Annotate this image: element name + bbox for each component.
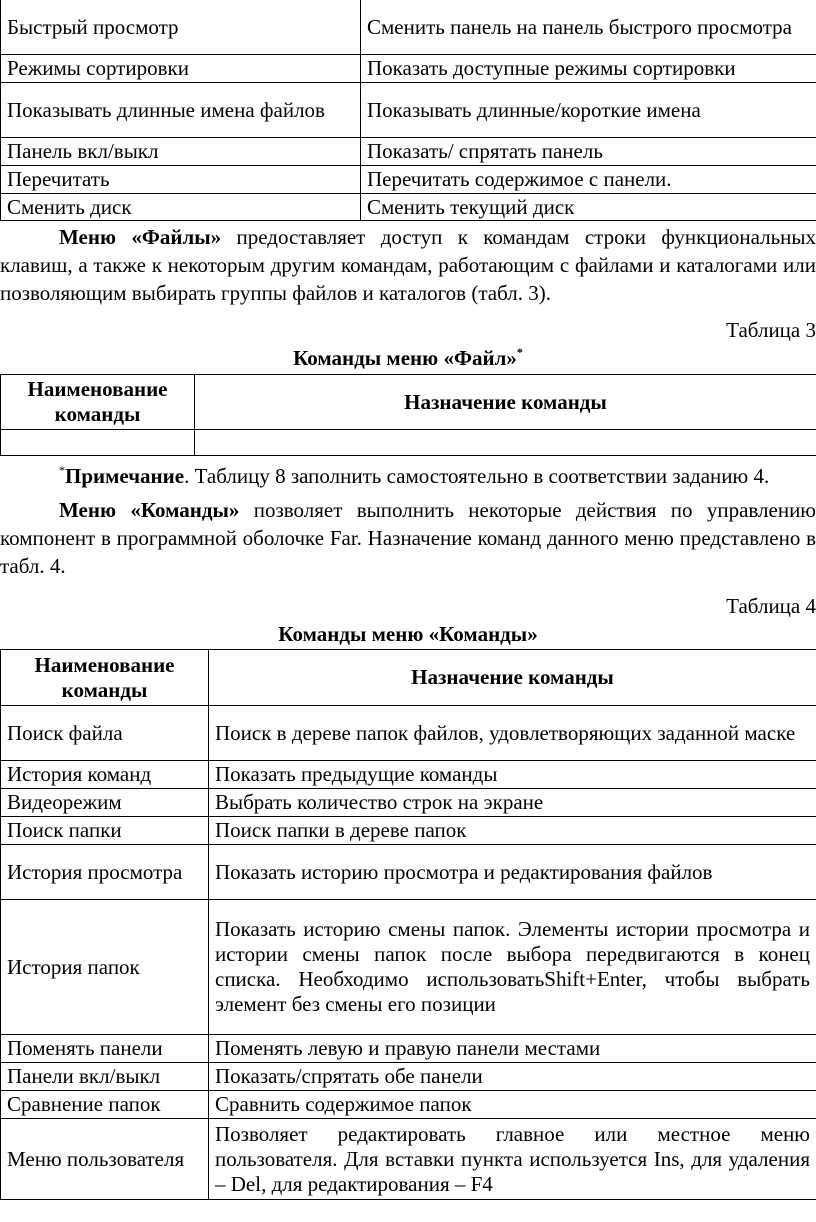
menu-commands-bold: Меню «Команды»: [59, 498, 240, 522]
table-row: [1, 706, 816, 761]
paragraph-files-menu: [0, 223, 816, 307]
footnote-mark: *: [516, 345, 523, 359]
command-name: Поменять панели: [1, 1035, 209, 1063]
command-name: Показывать длинные имена файлов: [1, 83, 361, 138]
command-name: Режимы сортировки: [1, 55, 361, 83]
table-row: [1, 83, 816, 138]
command-desc: Поиск папки в дереве папок: [209, 817, 816, 845]
paragraph-text: позволяет выполнить некоторые действия по управлению компонент в программной оболочке Far. Назначение команд данного меню представлено в табл. 4.: [0, 498, 816, 578]
command-name: История папок: [1, 900, 209, 1035]
table-row: [1, 1035, 816, 1063]
command-desc: Поменять левую и правую панели местами: [209, 1035, 816, 1063]
table-row: [1, 789, 816, 817]
command-desc: Позволяет редактировать главное или местное меню пользователя. Для вставки пункта используется Ins, для удаления – Del, для редактирования – F4: [209, 1119, 816, 1200]
command-name: История команд: [1, 761, 209, 789]
table-3: [0, 374, 816, 456]
command-desc: Показать/ спрятать панель: [361, 138, 816, 166]
note-mark: *: [59, 463, 65, 477]
paragraph-text: предоставляет доступ к командам строки функциональных клавиш, а также к некоторым другим командам, работающим с файлами и каталогами или позволяющим выбирать группы файлов и каталогов (табл. 3).: [0, 225, 816, 305]
command-desc: Сменить панель на панель быстрого просмотра: [361, 0, 816, 55]
command-name: Сравнение папок: [1, 1091, 209, 1119]
command-name: Меню пользователя: [1, 1119, 209, 1200]
table-row: [1, 1091, 816, 1119]
header-command-desc: Назначение команды: [209, 650, 816, 706]
table-header-row: [1, 650, 816, 706]
table-row: [1, 900, 816, 1035]
table-row: [1, 138, 816, 166]
table-row: [1, 1063, 816, 1091]
table-4-label: Таблица 4: [726, 594, 816, 618]
command-name: История просмотра: [1, 845, 209, 900]
command-desc: Сменить текущий диск: [361, 194, 816, 221]
table-header-row: [1, 375, 816, 430]
command-name: Панель вкл/выкл: [1, 138, 361, 166]
table-row: [1, 761, 816, 789]
command-name: Поиск файла: [1, 706, 209, 761]
table-row: [1, 845, 816, 900]
command-desc: Показывать длинные/короткие имена: [361, 83, 816, 138]
table-row: [1, 166, 816, 194]
header-command-name: Наименование команды: [1, 375, 195, 430]
command-desc: Поиск в дереве папок файлов, удовлетворяющих заданной маске: [209, 706, 816, 761]
command-name: Видеорежим: [1, 789, 209, 817]
command-desc: Показать/спрятать обе панели: [209, 1063, 816, 1091]
empty-cell: [1, 430, 195, 456]
command-name: Сменить диск: [1, 194, 361, 221]
empty-cell: [195, 430, 816, 456]
header-command-name: Наименование команды: [1, 650, 209, 706]
command-desc: Сравнить содержимое папок: [209, 1091, 816, 1119]
command-desc: Показать предыдущие команды: [209, 761, 816, 789]
note: [0, 462, 816, 490]
table-row: [1, 194, 816, 221]
table-row-empty: [1, 430, 816, 456]
table-row: [1, 817, 816, 845]
note-bold: Примечание: [65, 464, 185, 488]
paragraph-commands-menu: [0, 496, 816, 580]
table-4: [0, 649, 816, 1200]
command-desc: Показать доступные режимы сортировки: [361, 55, 816, 83]
menu-files-bold: Меню «Файлы»: [59, 225, 222, 249]
command-desc: Показать историю смены папок. Элементы истории просмотра и истории смены папок после выбора передвигаются в конец списка. Необходимо использоватьShift+Enter, чтобы выбрать элемент без смены его позиции: [209, 900, 816, 1035]
table-row: [1, 0, 816, 55]
command-desc: Перечитать содержимое с панели.: [361, 166, 816, 194]
table-top: [0, 0, 816, 221]
command-name: Перечитать: [1, 166, 361, 194]
command-desc: Выбрать количество строк на экране: [209, 789, 816, 817]
table-4-title: Команды меню «Команды»: [278, 622, 538, 646]
command-name: Панели вкл/выкл: [1, 1063, 209, 1091]
command-desc: Показать историю просмотра и редактирования файлов: [209, 845, 816, 900]
command-name: Быстрый просмотр: [1, 0, 361, 55]
table-row: [1, 1119, 816, 1200]
header-command-desc: Назначение команды: [195, 375, 816, 430]
table-3-label: Таблица 3: [726, 318, 816, 342]
table-row: [1, 55, 816, 83]
note-text: . Таблицу 8 заполнить самостоятельно в соответствии заданию 4.: [184, 464, 770, 488]
command-name: Поиск папки: [1, 817, 209, 845]
table-3-title: Команды меню «Файл»*: [293, 345, 523, 370]
